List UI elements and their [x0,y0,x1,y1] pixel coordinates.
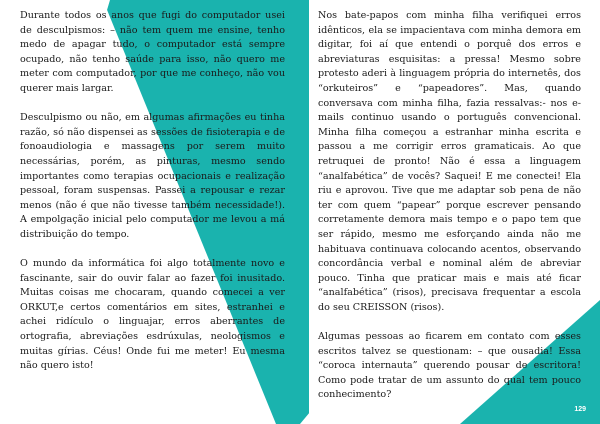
right-paragraph-1: Nos bate-papos com minha filha verifiquei erros idênticos, ela se impacientava com minha demora em digitar, foi aí que entendi o porquê dos erros e abreviaturas esquisitas: a pressa! Mesmo sobre protesto aderi à linguagem própria do internetês, dos “orkuteiros” e “papeadores”. Mas, quando conversava com minha filha, fazia ressalvas:- nos e-mails continuo usando o português convencional. Minha filha começou a estranhar minha escrita e passou a me corrigir erros gramaticais. Ao que retruquei de pronto! Não é essa a linguagem “analfabética” de vocês? Saquei! E me conectei! Ela riu e aprovou. Tive que me adaptar sob pena de não ter com quem “papear” porque escrever pensando corretamente demora mais tempo e o papo tem que ser rápido, mesmo me esforçando ainda não me habituava continuava colocando acentos, observando concordância verbal e nominal além de abreviar pouco. Tinha que praticar mais e mais até ficar “analfabética” (risos), precisava frequentar a escola do seu CREISSON (risos). [318,10,581,313]
right-paragraph-2: Algumas pessoas ao ficarem em contato com esses escritos talvez se questionam: – que ousadia! Essa “coroca internauta” querendo pousar de escritora! Como pode tratar de um assunto do qual tem pouco conhecimento? [318,331,581,401]
left-page [20,0,285,424]
left-paragraph-1: Durante todos os anos que fugi do computador usei de desculpismos: – não tem quem me ensine, tenho medo de apagar tudo, o computador está sempre ocupado, não tenho saúde para isso, não quero me meter com computador, por que me conheço, não vou querer mais largar. [20,10,285,94]
right-page [318,0,581,424]
left-paragraph-3: O mundo da informática foi algo totalmente novo e fascinante, sair do ouvir falar ao fazer foi inusitado. Muitas coisas me chocaram, quando comecei a ver ORKUT,e certos comentários em sites, estranhei e achei ridículo o linguajar, erros aberrantes de ortografia, abreviações esdrúxulas, neologismos e muitas gírias. Céus! Onde fui me meter! Eu mesma não quero isto! [20,258,285,372]
page-number: 129 [574,406,586,413]
left-paragraph-2: Desculpismo ou não, em algumas afirmações eu tinha razão, só não dispensei as sessões de fisioterapia e de fonoaudiologia e massagens por serem muito necessárias, porém, as pinturas, mesmo sendo importantes como terapias ocupacionais e realização pessoal, foram suspensas. Passei a repousar e rezar menos (não é que não tivesse também necessidade!). A empolgação inicial pelo computador me levou a má distribuição do tempo. [20,112,285,240]
